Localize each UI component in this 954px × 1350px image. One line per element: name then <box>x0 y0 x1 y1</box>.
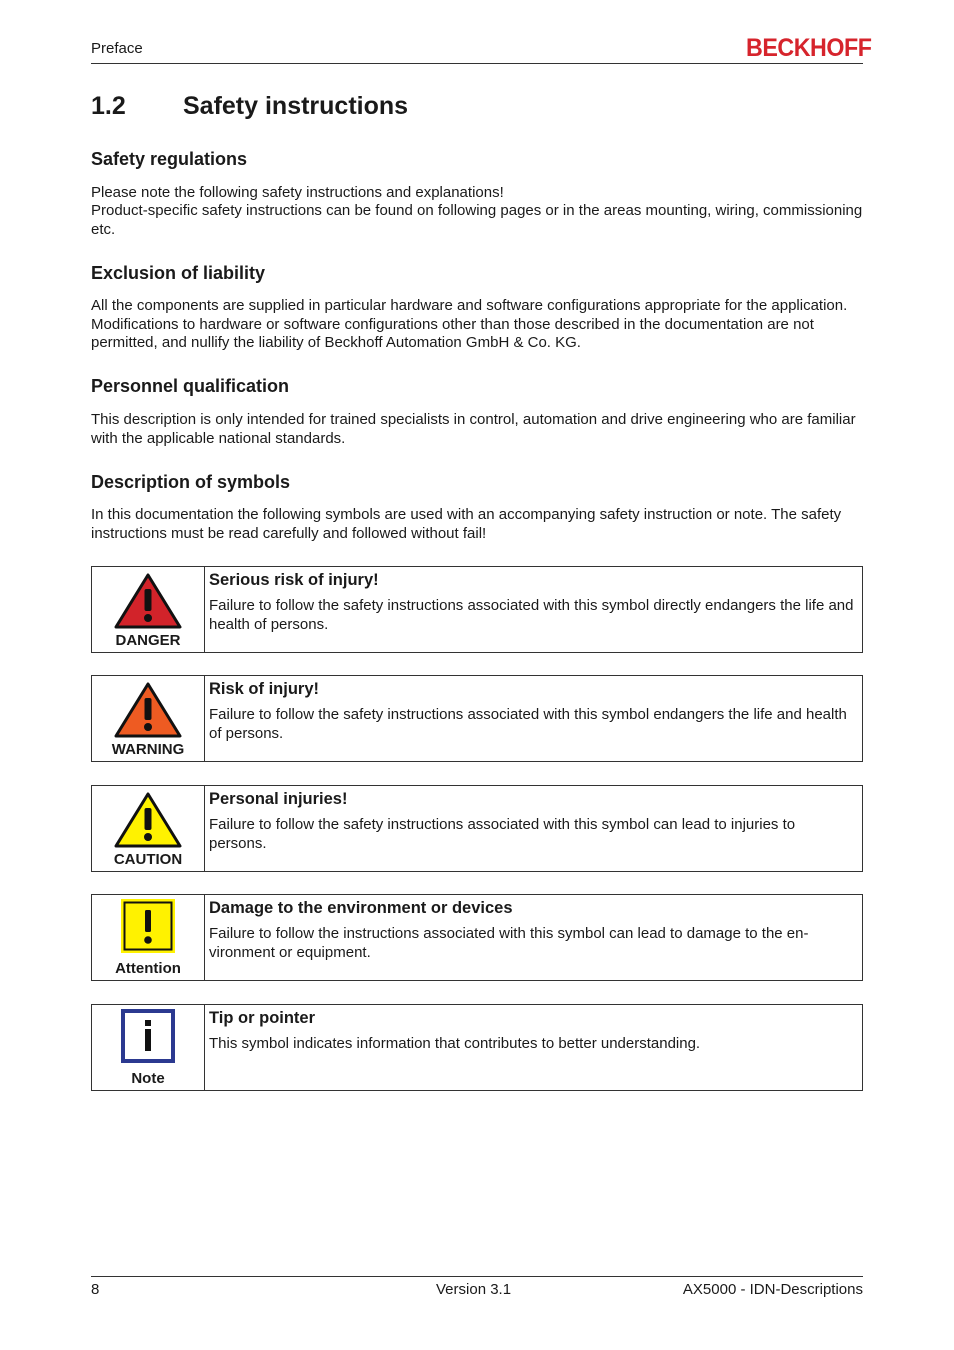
symbol-icon-cell <box>92 567 205 652</box>
document-name: AX5000 - IDN-Descriptions <box>682 1281 863 1298</box>
paragraph-regulations-1: Please note the following safety instructions and explanations! <box>91 184 504 201</box>
warning-triangle-icon <box>114 682 182 738</box>
signal-word: Note <box>131 1070 165 1087</box>
symbol-title: Risk of injury! <box>209 680 320 698</box>
page-title <box>91 92 408 121</box>
symbol-box-note <box>91 1004 863 1091</box>
symbol-description: Failure to follow the safety instructions associated with this symbol endangers the life and health of persons. <box>209 706 847 742</box>
symbol-description: Failure to follow the safety instructions associated with this symbol directly endangers the life and health of persons. <box>209 597 854 633</box>
paragraph-symbols: In this documentation the following symbols are used with an accompanying safety instruction or note. The safety instructions must be read carefully and followed without fail! <box>91 506 842 542</box>
heading-exclusion-of-liability: Exclusion of liability <box>91 263 266 283</box>
symbol-title: Tip or pointer <box>209 1009 316 1027</box>
symbol-description: Failure to follow the safety instructions associated with this symbol can lead to injuries to persons. <box>209 816 796 852</box>
symbol-title: Serious risk of injury! <box>209 571 379 589</box>
caution-triangle-icon <box>114 792 182 848</box>
danger-triangle-icon <box>114 573 182 629</box>
beckhoff-logo: BECKHOFF <box>746 34 872 62</box>
signal-word: Attention <box>115 960 181 977</box>
section-title: Safety instructions <box>183 92 409 120</box>
heading-personnel-qualification: Personnel qualification <box>91 376 290 396</box>
symbol-box-caution <box>91 785 863 872</box>
heading-safety-regulations: Safety regulations <box>91 149 248 169</box>
signal-word: DANGER <box>115 632 181 649</box>
paragraph-personnel: This description is only intended for trained specialists in control, automation and drive engineering who are familiar with the applicable national standards. <box>91 411 856 447</box>
paragraph-regulations-2: Product-specific safety instructions can be found on following pages or in the areas mounting, wiring, commissioning etc. <box>91 202 863 238</box>
symbol-icon-cell <box>92 895 205 980</box>
page-number: 8 <box>91 1281 100 1298</box>
document-version: Version 3.1 <box>436 1281 512 1298</box>
attention-square-icon <box>114 898 182 958</box>
signal-word: WARNING <box>111 741 185 758</box>
section-number: 1.2 <box>91 92 126 120</box>
symbol-icon-cell <box>92 676 205 761</box>
symbol-icon-cell <box>92 1005 205 1090</box>
symbol-box-attention <box>91 894 863 981</box>
symbol-box-warning <box>91 675 863 762</box>
symbol-description: This symbol indicates information that contributes to better understanding. <box>209 1035 701 1052</box>
header-section-label: Preface <box>91 40 143 57</box>
info-square-icon <box>114 1008 182 1068</box>
symbol-icon-cell <box>92 786 205 871</box>
symbol-title: Personal injuries! <box>209 790 348 808</box>
symbol-title: Damage to the environment or devices <box>209 899 513 917</box>
header-rule <box>91 63 863 64</box>
symbol-box-danger <box>91 566 863 653</box>
footer-rule <box>91 1276 863 1277</box>
symbol-description: Failure to follow the instructions associated with this symbol can lead to damage to the en-vironment or equipment. <box>209 925 809 961</box>
signal-word: CAUTION <box>113 851 183 868</box>
paragraph-liability: All the components are supplied in particular hardware and software configurations appropriate for the application. Modifications to hardware or software configurations other than those described in the documentation are not permitted, and nullify the liability of Beckhoff Automation GmbH & Co. KG. <box>91 297 848 351</box>
heading-description-of-symbols: Description of symbols <box>91 472 291 492</box>
